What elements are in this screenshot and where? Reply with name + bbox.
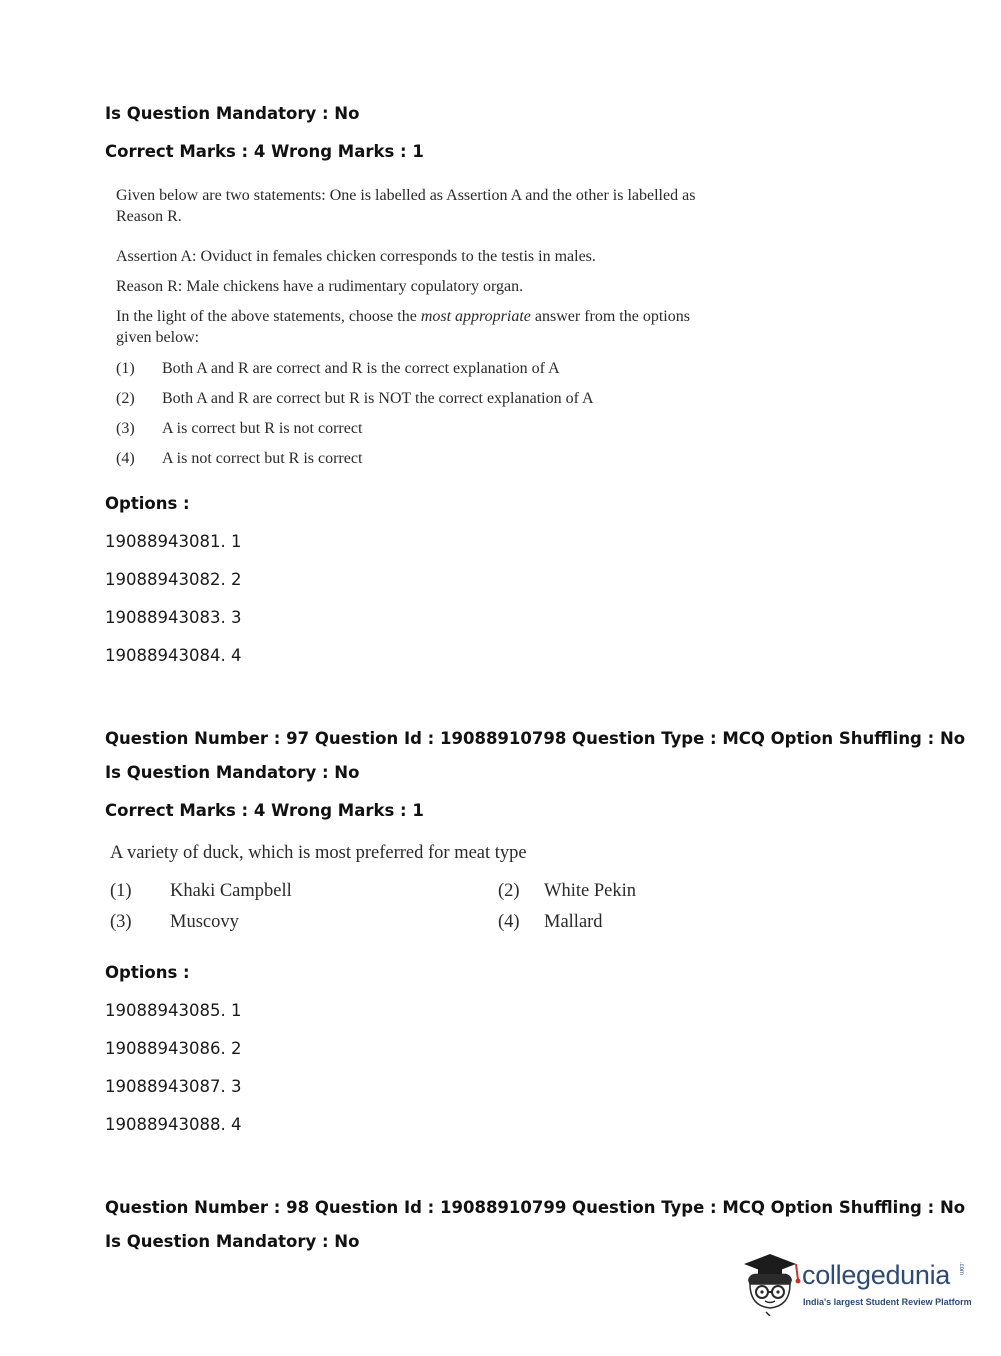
question-marks: Correct Marks : 4 Wrong Marks : 1 (105, 801, 424, 820)
options-label: Options : (105, 963, 190, 982)
option-item: 19088943088. 4 (105, 1115, 242, 1134)
question-mandatory: Is Question Mandatory : No (105, 1232, 360, 1251)
question-mandatory: Is Question Mandatory : No (105, 104, 360, 123)
choice-item: (3) A is correct but R is not correct (116, 420, 363, 437)
reason-text: Reason R: Male chickens have a rudimentary copulatory organ. (116, 278, 524, 295)
question-header: Question Number : 98 Question Id : 19088910799 Question Type : MCQ Option Shuffling : No (105, 1198, 966, 1217)
logo-wordmark: collegedunia (802, 1260, 951, 1290)
option-item: 19088943082. 2 (105, 570, 242, 589)
option-item: 19088943085. 1 (105, 1001, 242, 1020)
choice-item: (1) Khaki Campbell (110, 881, 292, 901)
question-marks: Correct Marks : 4 Wrong Marks : 1 (105, 142, 424, 161)
logo-suffix: .com (958, 1262, 964, 1276)
question-header: Question Number : 97 Question Id : 19088910798 Question Type : MCQ Option Shuffling : No (105, 729, 966, 748)
logo-tagline: India's largest Student Review Platform (803, 1297, 972, 1307)
option-item: 19088943087. 3 (105, 1077, 242, 1096)
choice-item: (4) A is not correct but R is correct (116, 450, 363, 467)
option-item: 19088943081. 1 (105, 532, 242, 551)
options-label: Options : (105, 494, 190, 513)
option-item: 19088943086. 2 (105, 1039, 242, 1058)
choice-item: (2) White Pekin (498, 881, 636, 901)
option-item: 19088943084. 4 (105, 646, 242, 665)
collegedunia-logo (740, 1250, 970, 1316)
question-text: A variety of duck, which is most preferred for meat type (110, 843, 527, 863)
choice-item: (1) Both A and R are correct and R is the correct explanation of A (116, 360, 560, 377)
choice-item: (3) Muscovy (110, 912, 239, 932)
graduate-mascot-icon (740, 1250, 802, 1316)
question-mandatory: Is Question Mandatory : No (105, 763, 360, 782)
question-instruction: In the light of the above statements, choose the most appropriate answer from the options given below: (116, 308, 690, 346)
assertion-text: Assertion A: Oviduct in females chicken corresponds to the testis in males. (116, 248, 596, 265)
choice-item: (4) Mallard (498, 912, 603, 932)
option-item: 19088943083. 3 (105, 608, 242, 627)
choice-item: (2) Both A and R are correct but R is NOT the correct explanation of A (116, 390, 594, 407)
question-intro: Given below are two statements: One is labelled as Assertion A and the other is labelled as Reason R. (116, 187, 696, 225)
